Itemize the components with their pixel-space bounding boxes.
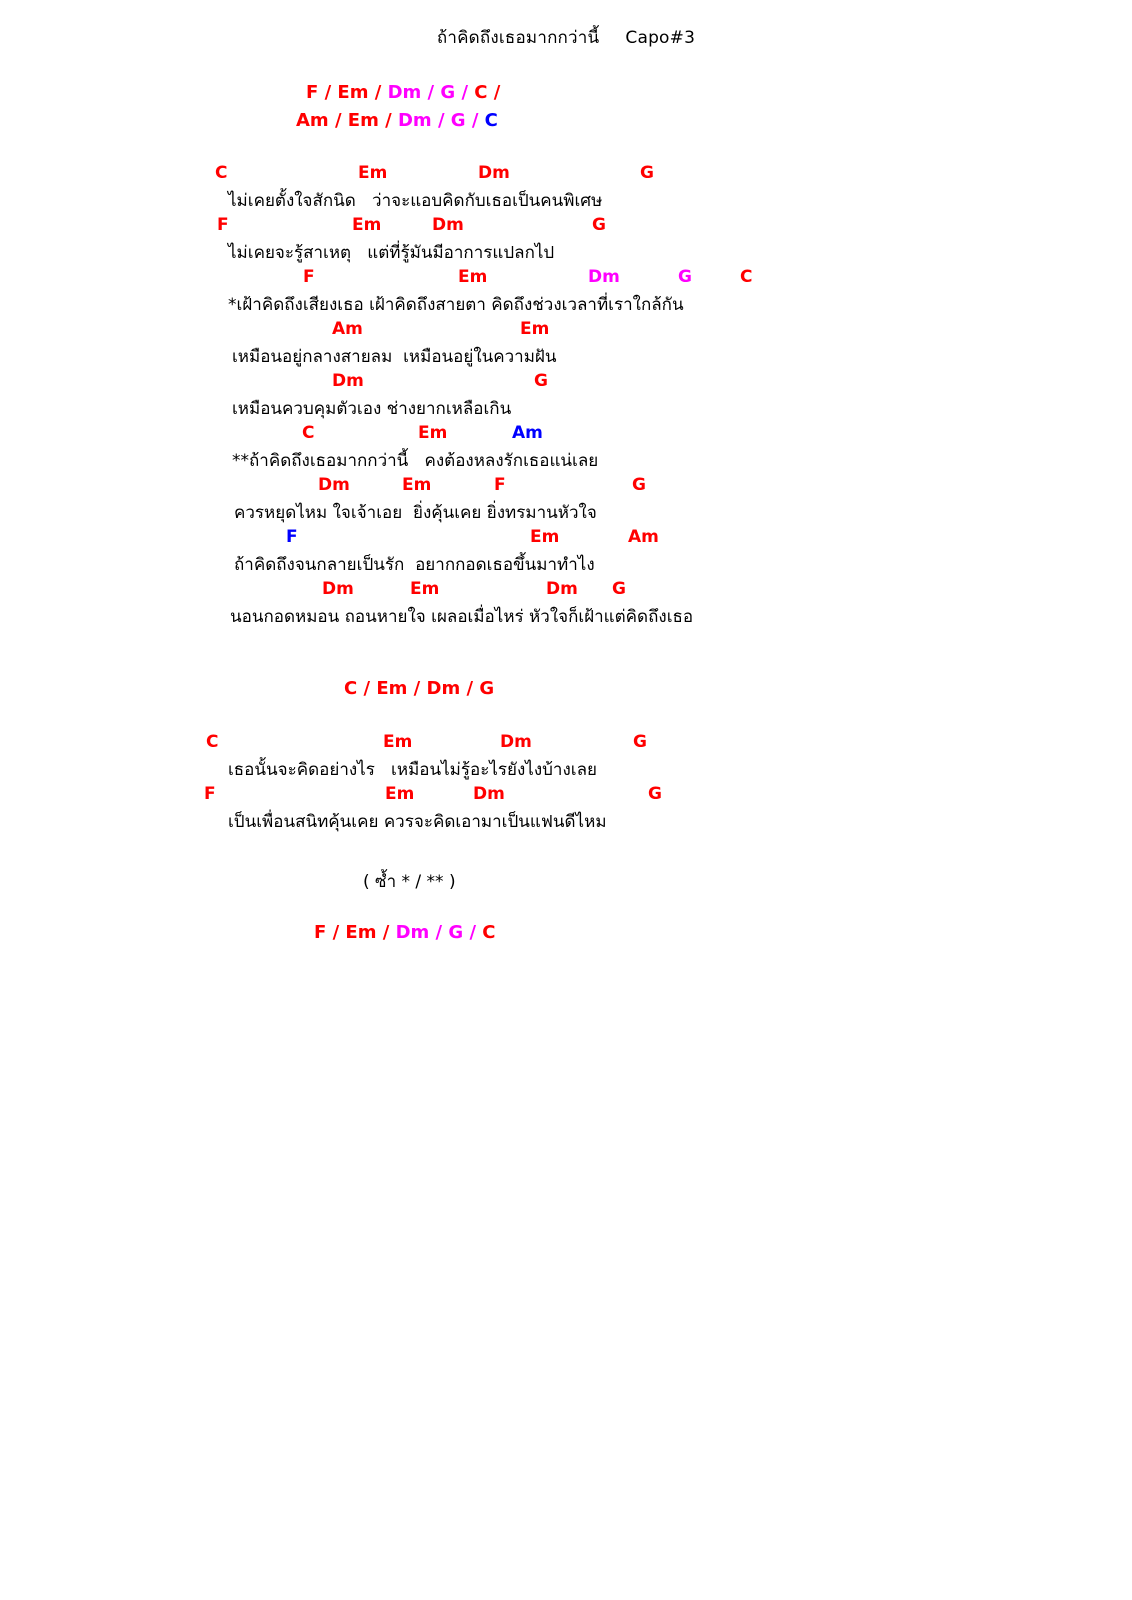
chord-dm: Dm bbox=[432, 215, 464, 235]
verse1-lyric-row-1 bbox=[0, 239, 1132, 267]
break-token-2: Em bbox=[376, 678, 408, 699]
chord-f: F bbox=[303, 267, 315, 287]
outro-token-7: / bbox=[463, 922, 483, 943]
lyric-text: ไม่เคยจะรู้สาเหตุ แต่ที่รู้มันมีอาการแปลกไป bbox=[228, 243, 555, 263]
break-token-3: / bbox=[407, 678, 427, 699]
verse1-lyric-row-2 bbox=[0, 291, 1132, 319]
verse1-lyric-row-0 bbox=[0, 187, 1132, 215]
break-token-0: C bbox=[344, 678, 358, 699]
intro-1-token-0: Am bbox=[296, 110, 329, 131]
intro-1-token-2: Em bbox=[347, 110, 379, 131]
break-chord-line bbox=[344, 678, 494, 699]
chord-g: G bbox=[648, 784, 662, 804]
chord-em: Em bbox=[352, 215, 382, 235]
repeat-note: ( ซ้ำ * / ** ) bbox=[363, 872, 456, 892]
chord-f: F bbox=[286, 527, 298, 547]
capo-label: Capo#3 bbox=[625, 28, 696, 48]
chord-g: G bbox=[632, 475, 646, 495]
verse1-lyric-row-7 bbox=[0, 551, 1132, 579]
chord-dm: Dm bbox=[546, 579, 578, 599]
chord-em: Em bbox=[418, 423, 448, 443]
outro-token-5: / bbox=[429, 922, 449, 943]
chord-g: G bbox=[612, 579, 626, 599]
chord-am: Am bbox=[628, 527, 659, 547]
chord-g: G bbox=[592, 215, 606, 235]
chord-em: Em bbox=[402, 475, 432, 495]
intro-0-token-7: / bbox=[455, 82, 475, 103]
lyric-text: เป็นเพื่อนสนิทคุ้นเคย ควรจะคิดเอามาเป็นแฟนดีไหม bbox=[228, 812, 607, 832]
chord-em: Em bbox=[530, 527, 560, 547]
chord-dm: Dm bbox=[332, 371, 364, 391]
intro-chord-line-2 bbox=[296, 110, 498, 131]
lyric-text: *เฝ้าคิดถึงเสียงเธอ เฝ้าคิดถึงสายตา คิดถึงช่วงเวลาที่เราใกล้กัน bbox=[228, 295, 684, 315]
intro-1-token-3: / bbox=[378, 110, 398, 131]
song-title: ถ้าคิดถึงเธอมากกว่านี้ bbox=[436, 28, 600, 48]
verse1-lyric-row-4 bbox=[0, 395, 1132, 423]
verse1-lyric-row-3 bbox=[0, 343, 1132, 371]
verse1-chord-row-4 bbox=[0, 371, 1132, 395]
intro-0-token-4: Dm bbox=[387, 82, 422, 103]
verse1-chord-row-8 bbox=[0, 579, 1132, 603]
chord-c: C bbox=[206, 732, 219, 752]
chord-am: Am bbox=[512, 423, 543, 443]
verse1-lyric-row-8 bbox=[0, 603, 1132, 631]
lyric-text: นอนกอดหมอน ถอนหายใจ เผลอเมื่อไหร่ หัวใจก็เฝ้าแต่คิดถึงเธอ bbox=[230, 607, 694, 627]
page-title bbox=[0, 24, 1132, 51]
break-token-1: / bbox=[357, 678, 377, 699]
verse-section-2 bbox=[0, 732, 1132, 836]
chord-dm: Dm bbox=[500, 732, 532, 752]
chord-f: F bbox=[494, 475, 506, 495]
intro-1-token-5: / bbox=[431, 110, 451, 131]
intro-1-token-7: / bbox=[465, 110, 485, 131]
intro-1-token-8: C bbox=[484, 110, 498, 131]
chord-dm: Dm bbox=[322, 579, 354, 599]
chord-em: Em bbox=[410, 579, 440, 599]
break-token-4: Dm bbox=[426, 678, 461, 699]
break-token-6: G bbox=[479, 678, 495, 699]
chord-em: Em bbox=[520, 319, 550, 339]
verse2-lyric-row-1 bbox=[0, 808, 1132, 836]
verse1-chord-row-1 bbox=[0, 215, 1132, 239]
intro-0-token-6: G bbox=[440, 82, 456, 103]
verse1-chord-row-3 bbox=[0, 319, 1132, 343]
outro-token-6: G bbox=[448, 922, 464, 943]
chord-g: G bbox=[640, 163, 654, 183]
chord-g: G bbox=[534, 371, 548, 391]
intro-0-token-1: / bbox=[318, 82, 338, 103]
intro-0-token-5: / bbox=[421, 82, 441, 103]
verse1-chord-row-6 bbox=[0, 475, 1132, 499]
intro-1-token-4: Dm bbox=[397, 110, 432, 131]
chord-em: Em bbox=[385, 784, 415, 804]
outro-token-2: Em bbox=[345, 922, 377, 943]
chord-f: F bbox=[217, 215, 229, 235]
chord-em: Em bbox=[383, 732, 413, 752]
lyric-text: ถ้าคิดถึงจนกลายเป็นรัก อยากกอดเธอขึ้นมาทำไง bbox=[234, 555, 595, 575]
intro-0-token-9: / bbox=[487, 82, 501, 103]
intro-0-token-2: Em bbox=[337, 82, 369, 103]
lyric-text: เหมือนอยู่กลางสายลม เหมือนอยู่ในความฝัน bbox=[232, 347, 557, 367]
chord-dm: Dm bbox=[473, 784, 505, 804]
intro-chord-line-1 bbox=[306, 82, 500, 103]
verse2-chord-row-0 bbox=[0, 732, 1132, 756]
verse1-chord-row-7 bbox=[0, 527, 1132, 551]
chord-c: C bbox=[302, 423, 315, 443]
lyric-text: ควรหยุดไหม ใจเจ้าเอย ยิ่งคุ้นเคย ยิ่งทรมานหัวใจ bbox=[234, 503, 597, 523]
verse1-chord-row-2 bbox=[0, 267, 1132, 291]
intro-0-token-0: F bbox=[306, 82, 319, 103]
verse1-chord-row-5 bbox=[0, 423, 1132, 447]
chord-g: G bbox=[678, 267, 692, 287]
chord-g: G bbox=[633, 732, 647, 752]
lyric-text: เหมือนควบคุมตัวเอง ช่างยากเหลือเกิน bbox=[232, 399, 512, 419]
verse2-chord-row-1 bbox=[0, 784, 1132, 808]
chord-c: C bbox=[215, 163, 228, 183]
outro-token-4: Dm bbox=[395, 922, 430, 943]
chord-am: Am bbox=[332, 319, 363, 339]
lyric-text: ไม่เคยตั้งใจสักนิด ว่าจะแอบคิดกับเธอเป็นคนพิเศษ bbox=[228, 191, 603, 211]
chord-c: C bbox=[740, 267, 753, 287]
lyric-text: เธอนั้นจะคิดอย่างไร เหมือนไม่รู้อะไรยังไงบ้างเลย bbox=[228, 760, 597, 780]
chord-dm: Dm bbox=[318, 475, 350, 495]
verse-section-1 bbox=[0, 163, 1132, 631]
verse1-lyric-row-5 bbox=[0, 447, 1132, 475]
outro-token-0: F bbox=[314, 922, 327, 943]
intro-0-token-8: C bbox=[474, 82, 488, 103]
outro-chord-line bbox=[314, 922, 496, 943]
intro-1-token-1: / bbox=[328, 110, 348, 131]
outro-token-8: C bbox=[482, 922, 496, 943]
verse2-lyric-row-0 bbox=[0, 756, 1132, 784]
verse1-lyric-row-6 bbox=[0, 499, 1132, 527]
outro-token-3: / bbox=[376, 922, 396, 943]
chord-f: F bbox=[204, 784, 216, 804]
verse1-chord-row-0 bbox=[0, 163, 1132, 187]
chord-em: Em bbox=[458, 267, 488, 287]
lyric-text: **ถ้าคิดถึงเธอมากกว่านี้ คงต้องหลงรักเธอแน่เลย bbox=[232, 451, 599, 471]
intro-0-token-3: / bbox=[368, 82, 388, 103]
chord-dm: Dm bbox=[588, 267, 620, 287]
chord-em: Em bbox=[358, 163, 388, 183]
outro-token-1: / bbox=[326, 922, 346, 943]
chord-dm: Dm bbox=[478, 163, 510, 183]
break-token-5: / bbox=[460, 678, 480, 699]
intro-1-token-6: G bbox=[450, 110, 466, 131]
